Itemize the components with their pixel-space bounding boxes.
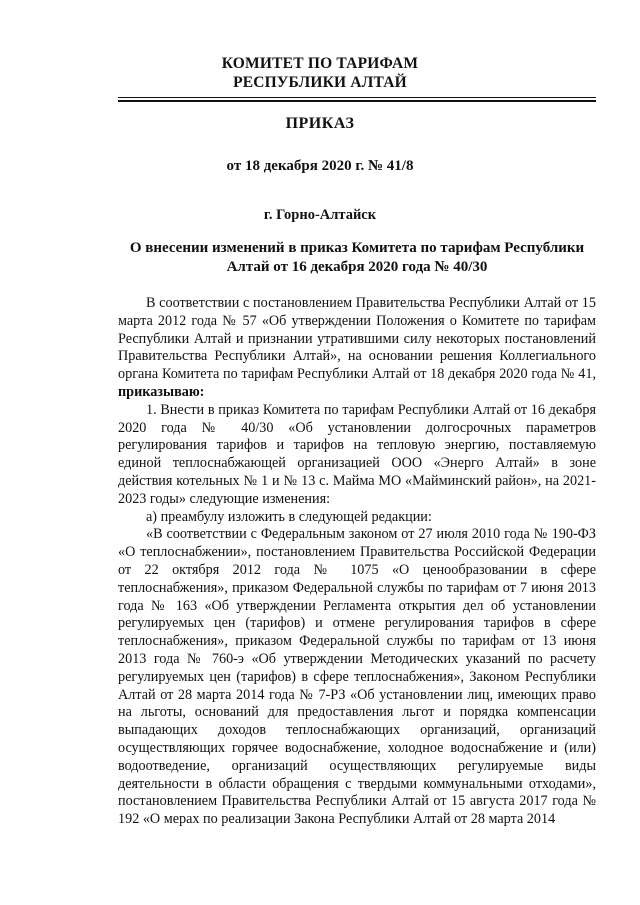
paragraph-preamble-text: В соответствии с постановлением Правительства Республики Алтай от 15 марта 2012 года № 57 «Об утверждении Положения о Комитете по тарифам Республики Алтай и признании утратившими силу некоторых постановлений Правительства Республики Алтай», на основании решения Коллегиального органа Комитета по тарифам Республики Алтай от 18 декабря 2020 года № 41,: [118, 295, 596, 383]
order-keyword: приказываю:: [118, 383, 205, 400]
paragraph-preamble: [118, 295, 596, 402]
org-name-line2: РЕСПУБЛИКИ АЛТАЙ: [233, 74, 407, 91]
header-rule-thick: [118, 100, 596, 102]
order-subject: О внесении изменений в приказ Комитета по тарифам Республики Алтай от 16 декабря 2020 года № 40/30: [129, 240, 585, 275]
document-type: ПРИКАЗ: [285, 115, 355, 132]
paragraph-new-preamble: «В соответствии с Федеральным законом от 27 июля 2010 года № 190-ФЗ «О теплоснабжении», постановлением Правительства Российской Федерации от 22 октября 2012 года № 1075 «О ценообразовании в сфере теплоснабжения», приказом Федеральной службы по тарифам от 7 июня 2013 года № 163 «Об утверждении Регламента открытия дел об установлении регулируемых цен (тарифов) и отмене регулирования тарифов в сфере теплоснабжения», приказом Федеральной службы по тарифам от 13 июня 2013 года № 760-э «Об утверждении Методических указаний по расчету регулируемых цен (тарифов) в сфере теплоснабжения», Законом Республики Алтай от 28 марта 2014 года № 7-РЗ «Об установлении лиц, имеющих право на льготы, оснований для предоставления льгот и порядка компенсации выпадающих доходов теплоснабжающих организаций, организаций осуществляющих горячее водоснабжение, холодное водоснабжение и (или) водоотведение, организаций осуществляющих регулируемые виды деятельности в области обращения с твердыми коммунальными отходами», постановлением Правительства Республики Алтай от 15 августа 2017 года № 192 «О мерах по реализации Закона Республики Алтай от 28 марта 2014: [118, 526, 596, 828]
document-body: [118, 295, 596, 829]
order-city: г. Горно-Алтайск: [263, 207, 377, 223]
paragraph-item-1: 1. Внести в приказ Комитета по тарифам Республики Алтай от 16 декабря 2020 года № 40/30 «Об установлении долгосрочных параметров регулирования тарифов и тарифов на тепловую энергию, поставляемую единой теплоснабжающей организацией ООО «Энерго Алтай» в зоне действия котельных № 1 и № 13 с. Майма МО «Майминский район», на 2021-2023 годы» следующие изменения:: [118, 401, 596, 507]
header-rule-thin: [118, 97, 596, 98]
order-date-number: от 18 декабря 2020 г. № 41/8: [226, 158, 414, 174]
paragraph-subitem-a: а) преамбулу изложить в следующей редакции:: [146, 508, 432, 525]
org-name-line1: КОМИТЕТ ПО ТАРИФАМ: [221, 55, 419, 72]
